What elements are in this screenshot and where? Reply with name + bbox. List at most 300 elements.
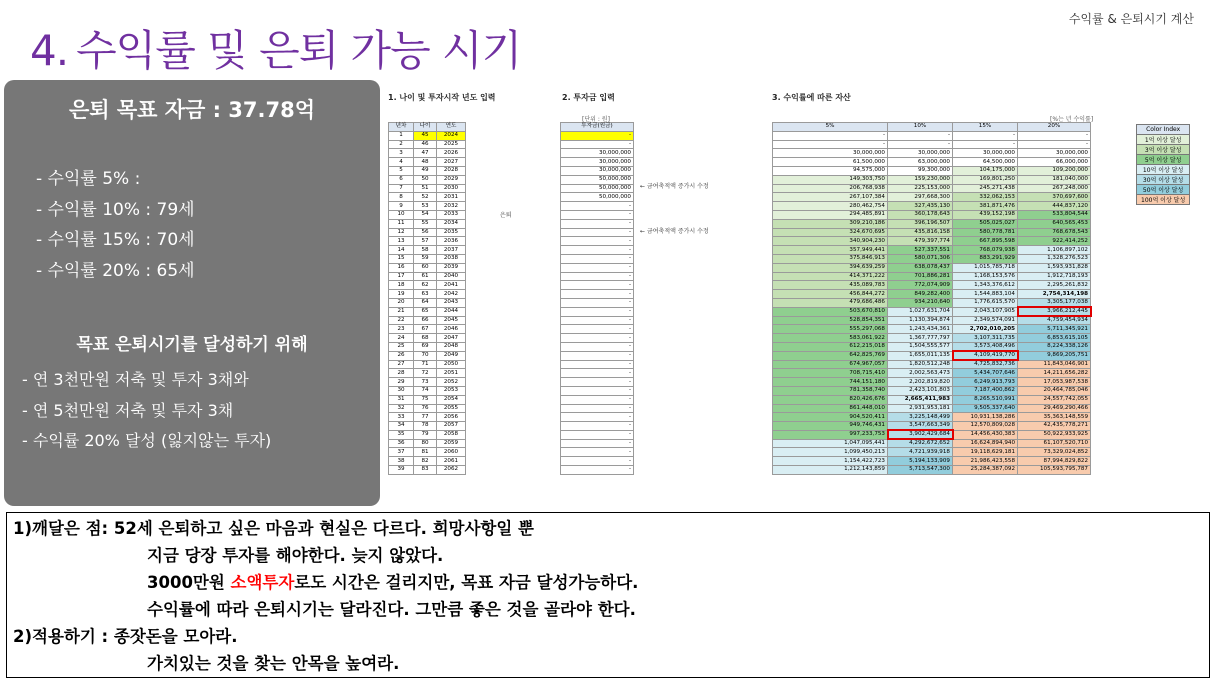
- table-row: [389, 457, 466, 466]
- plan-list: [22, 365, 271, 457]
- table-cell: 2035: [437, 228, 466, 237]
- table-cell: 381,871,476: [953, 202, 1018, 211]
- table-row: [561, 254, 634, 263]
- table-cell: 69: [414, 342, 437, 351]
- table-row: [389, 360, 466, 369]
- table-cell: 64: [414, 298, 437, 307]
- table-row: [561, 404, 634, 413]
- table-cell: 396,196,507: [888, 219, 953, 228]
- table-cell: 934,210,640: [888, 298, 953, 307]
- table-cell: 997,233,753: [773, 430, 888, 439]
- table-cell: 30,000,000: [953, 149, 1018, 158]
- table-row: [773, 466, 1091, 475]
- table-cell: 159,230,000: [888, 175, 953, 184]
- table-cell: 2043: [437, 298, 466, 307]
- plan-item: - 연 5천만원 저축 및 투자 3채: [22, 400, 234, 420]
- table-cell: 13: [389, 237, 414, 246]
- table-cell: 105,593,795,787: [1018, 466, 1091, 475]
- table-cell: 87,994,829,822: [1018, 457, 1091, 466]
- table-cell: 1,243,434,361: [888, 325, 953, 334]
- highlight-10pct-79: [887, 429, 954, 440]
- table-row: [389, 158, 466, 167]
- table-row: [561, 422, 634, 431]
- table-cell: 1,820,512,248: [888, 360, 953, 369]
- table-cell: -: [1018, 140, 1091, 149]
- table-cell: 53: [414, 202, 437, 211]
- table-cell: 52: [414, 193, 437, 202]
- table-cell: 327,435,130: [888, 202, 953, 211]
- table-cell: -: [561, 298, 634, 307]
- table-row: [561, 210, 634, 219]
- table-cell: 57: [414, 237, 437, 246]
- table-cell: 3: [389, 149, 414, 158]
- table-cell: 39: [389, 466, 414, 475]
- table-row: [389, 131, 466, 140]
- table-cell: 42,435,778,271: [1018, 422, 1091, 431]
- table-row: [561, 342, 634, 351]
- table-cell: 4,109,419,770: [953, 351, 1018, 360]
- table-row: [389, 466, 466, 475]
- table-cell: -: [561, 246, 634, 255]
- table-cell: -: [561, 254, 634, 263]
- table-row: [389, 422, 466, 431]
- table-cell: 66: [414, 316, 437, 325]
- table-cell: -: [561, 316, 634, 325]
- table-cell: 849,282,400: [888, 290, 953, 299]
- table-cell: 2048: [437, 342, 466, 351]
- table-row: [773, 175, 1091, 184]
- table-cell: 109,200,000: [1018, 166, 1091, 175]
- table-row: [389, 439, 466, 448]
- table-cell: 2,665,411,983: [888, 395, 953, 404]
- table-row: [389, 369, 466, 378]
- table-cell: -: [561, 369, 634, 378]
- table-cell: 2052: [437, 378, 466, 387]
- table-cell: -: [561, 272, 634, 281]
- table-cell: 1,154,422,723: [773, 457, 888, 466]
- table-cell: 5: [389, 166, 414, 175]
- table-cell: 17: [389, 272, 414, 281]
- legend-row: [1137, 195, 1190, 205]
- table-row: [389, 272, 466, 281]
- table-cell: 435,089,783: [773, 281, 888, 290]
- table-cell: 1,328,276,523: [1018, 254, 1091, 263]
- table-cell: 3,966,212,445: [1018, 307, 1091, 316]
- table-cell: -: [561, 202, 634, 211]
- lesson-line: [147, 569, 638, 593]
- table-cell: 370,697,600: [1018, 193, 1091, 202]
- table-cell: 35,363,148,559: [1018, 413, 1091, 422]
- lessons-box: [6, 512, 1210, 678]
- table-row: [773, 210, 1091, 219]
- table-cell: 2054: [437, 395, 466, 404]
- table-cell: -: [561, 439, 634, 448]
- table-row: [561, 166, 634, 175]
- table-row: [389, 166, 466, 175]
- table-cell: -: [561, 430, 634, 439]
- table-cell: 8,265,510,991: [953, 395, 1018, 404]
- table-row: [773, 378, 1091, 387]
- table-cell: 19,118,629,181: [953, 448, 1018, 457]
- table-cell: 2031: [437, 193, 466, 202]
- table-cell: 2040: [437, 272, 466, 281]
- table-cell: 360,178,643: [888, 210, 953, 219]
- table-cell: 61,107,520,710: [1018, 439, 1091, 448]
- table-cell: 181,040,000: [1018, 175, 1091, 184]
- table-cell: 2026: [437, 149, 466, 158]
- age-table: [388, 122, 466, 475]
- table-cell: 11: [389, 219, 414, 228]
- legend-title: Color Index: [1137, 125, 1190, 135]
- table-cell: 2046: [437, 325, 466, 334]
- table-cell: -: [561, 413, 634, 422]
- table-cell: -: [561, 378, 634, 387]
- table-row: [561, 430, 634, 439]
- table-row: [773, 131, 1091, 140]
- table-row: [561, 448, 634, 457]
- table-row: [773, 184, 1091, 193]
- table-cell: 8: [389, 193, 414, 202]
- table-row: [773, 290, 1091, 299]
- legend-row: [1137, 155, 1190, 165]
- table-cell: 23: [389, 325, 414, 334]
- retire-label: 은퇴: [500, 212, 512, 219]
- table-cell: -: [561, 457, 634, 466]
- col-principal: 투자금(원금): [561, 123, 634, 132]
- table-cell: 394,639,259: [773, 263, 888, 272]
- table-row: [773, 334, 1091, 343]
- table-cell: -: [561, 131, 634, 140]
- table-row: [773, 316, 1091, 325]
- plan-item: - 수익률 20% 달성 (잃지않는 투자): [22, 431, 272, 450]
- table-row: [389, 219, 466, 228]
- table-cell: -: [561, 466, 634, 475]
- legend-row: [1137, 135, 1190, 145]
- table-cell: 2044: [437, 307, 466, 316]
- table-cell: 772,074,909: [888, 281, 953, 290]
- table-cell: 527,337,551: [888, 246, 953, 255]
- table-row: [561, 360, 634, 369]
- table-cell: 1,367,777,797: [888, 334, 953, 343]
- table-row: [773, 404, 1091, 413]
- table-row: [389, 263, 466, 272]
- unit-note: [단위 : 원]: [582, 116, 610, 123]
- title-text: 수익률 및 은퇴 가능 시기: [76, 26, 522, 75]
- table-cell: 1,047,095,441: [773, 439, 888, 448]
- table-cell: 30,000,000: [561, 158, 634, 167]
- table-cell: 7: [389, 184, 414, 193]
- table-cell: 30,000,000: [561, 166, 634, 175]
- table-cell: -: [561, 386, 634, 395]
- table-cell: 225,153,000: [888, 184, 953, 193]
- table-cell: 27: [389, 360, 414, 369]
- table-cell: 2037: [437, 246, 466, 255]
- table-cell: 14,211,656,282: [1018, 369, 1091, 378]
- table-cell: -: [953, 140, 1018, 149]
- table-cell: 104,175,000: [953, 166, 1018, 175]
- table-cell: 37: [389, 448, 414, 457]
- legend-row: [1137, 185, 1190, 195]
- table-cell: 61,500,000: [773, 158, 888, 167]
- table-cell: 768,079,938: [953, 246, 1018, 255]
- table-cell: 2059: [437, 439, 466, 448]
- table-cell: 324,670,695: [773, 228, 888, 237]
- table-row: [389, 184, 466, 193]
- table-cell: 30,000,000: [561, 149, 634, 158]
- table-cell: 2049: [437, 351, 466, 360]
- table-row: [561, 316, 634, 325]
- table-cell: 30,000,000: [1018, 149, 1091, 158]
- table-row: [561, 466, 634, 475]
- table-row: [389, 140, 466, 149]
- table-row: [389, 210, 466, 219]
- table-cell: 11,843,046,901: [1018, 360, 1091, 369]
- table-row: [561, 386, 634, 395]
- table-cell: 2,295,261,832: [1018, 281, 1091, 290]
- table-row: [773, 386, 1091, 395]
- table-cell: 50,000,000: [561, 193, 634, 202]
- table-row: [773, 263, 1091, 272]
- table-row: [561, 325, 634, 334]
- legend-item: 3억 이상 달성: [1137, 145, 1190, 155]
- table-cell: 77: [414, 413, 437, 422]
- table-cell: 21,986,423,558: [953, 457, 1018, 466]
- table-cell: -: [561, 219, 634, 228]
- col-year-index: 년차: [389, 123, 414, 132]
- table-cell: 3,305,177,038: [1018, 298, 1091, 307]
- table-cell: 51: [414, 184, 437, 193]
- table-row: [773, 369, 1091, 378]
- table-cell: 2024: [437, 131, 466, 140]
- table-row: [561, 175, 634, 184]
- table-cell: 2032: [437, 202, 466, 211]
- table-cell: 528,854,351: [773, 316, 888, 325]
- table-row: [389, 290, 466, 299]
- table-cell: 708,715,410: [773, 369, 888, 378]
- table-cell: 375,846,913: [773, 254, 888, 263]
- table-cell: 6,853,615,105: [1018, 334, 1091, 343]
- legend-item: 5억 이상 달성: [1137, 155, 1190, 165]
- table-cell: 456,844,272: [773, 290, 888, 299]
- lesson-line: 지금 당장 투자를 해야한다. 늦지 않았다.: [147, 546, 444, 565]
- table-cell: 3,107,311,735: [953, 334, 1018, 343]
- table-cell: 63,000,000: [888, 158, 953, 167]
- table-cell: 10: [389, 210, 414, 219]
- table-cell: 29: [389, 378, 414, 387]
- table-cell: 1,027,631,704: [888, 307, 953, 316]
- table-cell: 64,500,000: [953, 158, 1018, 167]
- table-cell: 19: [389, 290, 414, 299]
- table-cell: 78: [414, 422, 437, 431]
- table-row: [773, 202, 1091, 211]
- table-cell: 1,912,718,193: [1018, 272, 1091, 281]
- table-row: [389, 281, 466, 290]
- table-cell: 2051: [437, 369, 466, 378]
- table-cell: 9: [389, 202, 414, 211]
- table-cell: -: [561, 263, 634, 272]
- table-cell: 2036: [437, 237, 466, 246]
- table-cell: 46: [414, 140, 437, 149]
- title-number: 4.: [30, 26, 69, 75]
- table-cell: 414,371,222: [773, 272, 888, 281]
- table-row: [773, 272, 1091, 281]
- section-age-title: 1. 나이 및 투자시작 년도 입력: [388, 93, 496, 102]
- table-row: [389, 298, 466, 307]
- table-row: [773, 219, 1091, 228]
- spreadsheet: [386, 86, 1206, 506]
- legend-item: 30억 이상 달성: [1137, 175, 1190, 185]
- table-cell: 76: [414, 404, 437, 413]
- table-row: [389, 228, 466, 237]
- table-cell: 1,776,615,570: [953, 298, 1018, 307]
- table-cell: 435,816,158: [888, 228, 953, 237]
- table-cell: -: [888, 131, 953, 140]
- table-row: [773, 413, 1091, 422]
- table-row: [561, 219, 634, 228]
- table-cell: -: [953, 131, 1018, 140]
- investment-table: [560, 122, 634, 475]
- table-cell: 59: [414, 254, 437, 263]
- table-cell: 66,000,000: [1018, 158, 1091, 167]
- table-cell: 15: [389, 254, 414, 263]
- plan-item: - 연 3천만원 저축 및 투자 3채와: [22, 370, 249, 389]
- table-cell: 2: [389, 140, 414, 149]
- table-cell: 674,967,057: [773, 360, 888, 369]
- table-row: [389, 448, 466, 457]
- table-row: [561, 246, 634, 255]
- table-cell: 30,000,000: [888, 149, 953, 158]
- table-cell: -: [561, 307, 634, 316]
- table-cell: 2060: [437, 448, 466, 457]
- table-cell: 94,575,000: [773, 166, 888, 175]
- table-cell: 267,107,384: [773, 193, 888, 202]
- table-row: [389, 149, 466, 158]
- table-cell: 20: [389, 298, 414, 307]
- table-cell: 2028: [437, 166, 466, 175]
- table-row: [773, 158, 1091, 167]
- plan-heading: 목표 은퇴시기를 달성하기 위해: [76, 335, 308, 355]
- table-row: [561, 193, 634, 202]
- table-cell: 61: [414, 272, 437, 281]
- table-cell: 2030: [437, 184, 466, 193]
- page-title: [30, 18, 521, 78]
- table-row: [561, 378, 634, 387]
- retirement-goal: 은퇴 목표 자금 : 37.78억: [68, 98, 316, 122]
- table-cell: 1,593,931,828: [1018, 263, 1091, 272]
- table-cell: 2042: [437, 290, 466, 299]
- table-row: [561, 228, 634, 237]
- table-cell: 2061: [437, 457, 466, 466]
- table-cell: 34: [389, 422, 414, 431]
- table-row: [561, 202, 634, 211]
- table-cell: 63: [414, 290, 437, 299]
- table-cell: 2057: [437, 422, 466, 431]
- table-row: [561, 351, 634, 360]
- table-cell: 35: [389, 430, 414, 439]
- table-cell: 922,414,252: [1018, 237, 1091, 246]
- table-cell: -: [561, 290, 634, 299]
- table-cell: 5,194,133,909: [888, 457, 953, 466]
- table-cell: 4: [389, 158, 414, 167]
- table-cell: 2050: [437, 360, 466, 369]
- table-row: [773, 351, 1091, 360]
- table-cell: -: [773, 140, 888, 149]
- color-legend: [1136, 124, 1190, 205]
- table-cell: 768,678,543: [1018, 228, 1091, 237]
- table-cell: 444,837,120: [1018, 202, 1091, 211]
- table-cell: 21: [389, 307, 414, 316]
- table-cell: 479,397,774: [888, 237, 953, 246]
- lesson-line: [13, 515, 534, 539]
- table-cell: 479,686,486: [773, 298, 888, 307]
- table-cell: 149,303,750: [773, 175, 888, 184]
- table-cell: -: [561, 351, 634, 360]
- table-cell: 2041: [437, 281, 466, 290]
- table-cell: -: [561, 140, 634, 149]
- table-cell: 54: [414, 210, 437, 219]
- table-row: [389, 378, 466, 387]
- table-cell: 4,721,939,918: [888, 448, 953, 457]
- table-cell: 2,002,563,473: [888, 369, 953, 378]
- table-cell: 1,015,785,718: [953, 263, 1018, 272]
- table-cell: 5,434,707,646: [953, 369, 1018, 378]
- table-cell: 29,469,290,466: [1018, 404, 1091, 413]
- table-row: [389, 386, 466, 395]
- table-row: [389, 430, 466, 439]
- table-cell: 583,061,922: [773, 334, 888, 343]
- table-cell: 206,768,938: [773, 184, 888, 193]
- legend-item: 50억 이상 달성: [1137, 185, 1190, 195]
- lesson-label: 1)깨달은 점:: [13, 519, 114, 538]
- table-cell: 2058: [437, 430, 466, 439]
- table-cell: 820,426,676: [773, 395, 888, 404]
- lesson-text: 3000만원: [147, 573, 231, 592]
- table-cell: 2,754,314,198: [1018, 290, 1091, 299]
- table-row: [561, 131, 634, 140]
- table-row: [773, 360, 1091, 369]
- lesson-line: 수익률에 따라 은퇴시기는 달라진다. 그만큼 좋은 것을 골라야 한다.: [147, 600, 636, 619]
- table-cell: 14,456,430,383: [953, 430, 1018, 439]
- table-cell: 2029: [437, 175, 466, 184]
- table-cell: 6,249,913,793: [953, 378, 1018, 387]
- table-row: [561, 184, 634, 193]
- table-cell: 30: [389, 386, 414, 395]
- table-row: [561, 298, 634, 307]
- col-rate-15: 15%: [953, 123, 1018, 132]
- table-cell: 67: [414, 325, 437, 334]
- table-cell: 340,904,230: [773, 237, 888, 246]
- table-cell: 9,869,205,751: [1018, 351, 1091, 360]
- table-cell: 642,825,769: [773, 351, 888, 360]
- table-cell: 4,759,454,934: [1018, 316, 1091, 325]
- table-cell: 49: [414, 166, 437, 175]
- table-cell: 18: [389, 281, 414, 290]
- table-cell: -: [561, 448, 634, 457]
- table-cell: 50,922,933,925: [1018, 430, 1091, 439]
- table-cell: 667,895,598: [953, 237, 1018, 246]
- table-row: [773, 149, 1091, 158]
- table-cell: 2038: [437, 254, 466, 263]
- table-cell: 2,349,574,091: [953, 316, 1018, 325]
- table-row: [773, 254, 1091, 263]
- table-row: [561, 395, 634, 404]
- table-row: [561, 281, 634, 290]
- table-cell: 25: [389, 342, 414, 351]
- table-cell: 5,713,547,300: [888, 466, 953, 475]
- table-row: [561, 307, 634, 316]
- legend-row: [1137, 145, 1190, 155]
- table-cell: 701,886,281: [888, 272, 953, 281]
